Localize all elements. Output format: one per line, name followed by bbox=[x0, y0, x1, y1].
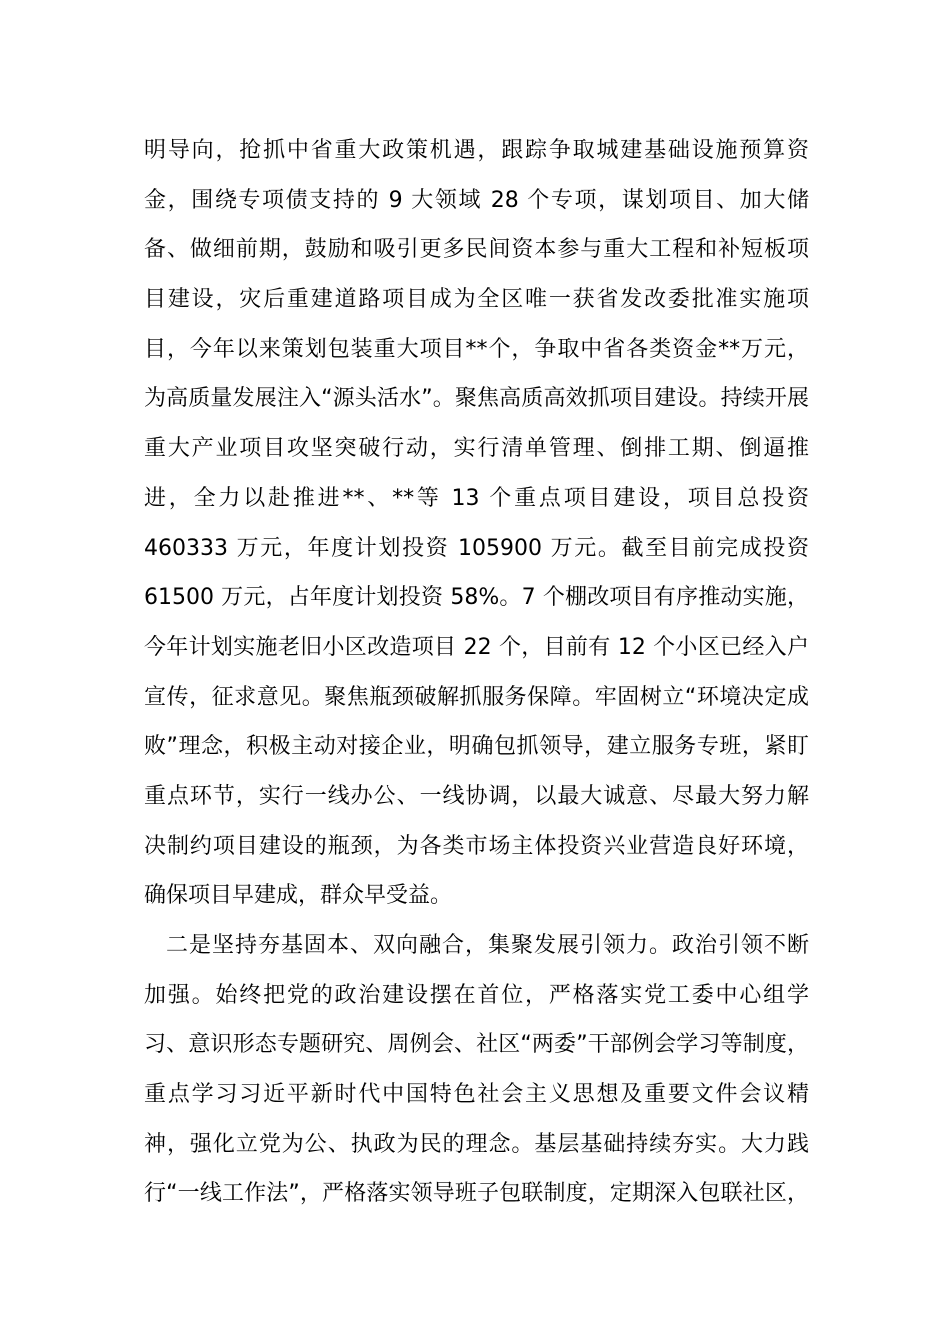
text-line: 确保项目早建成，群众早受益。 bbox=[144, 883, 453, 909]
text-line: 460333 万元，年度计划投资 105900 万元。截至目前完成投资 bbox=[144, 535, 809, 561]
text-line: 重大产业项目攻坚突破行动，实行清单管理、倒排工期、倒逼推 bbox=[144, 436, 809, 462]
paragraph-start-line: 二是坚持夯基固本、双向融合，集聚发展引领力。政治引领不断 bbox=[166, 933, 809, 958]
text-line: 行“一线工作法”，严格落实领导班子包联制度，定期深入包联社区， bbox=[144, 1181, 809, 1207]
text-line: 习、意识形态专题研究、周例会、社区“两委”干部例会学习等制度， bbox=[144, 1032, 809, 1058]
text-line: 宣传，征求意见。聚焦瓶颈破解抓服务保障。牢固树立“环境决定成 bbox=[144, 684, 809, 710]
text-line: 目建设，灾后重建道路项目成为全区唯一获省发改委批准实施项 bbox=[144, 287, 809, 313]
text-line: 重点学习习近平新时代中国特色社会主义思想及重要文件会议精 bbox=[144, 1082, 809, 1108]
text-line: 重点环节，实行一线办公、一线协调，以最大诚意、尽最大努力解 bbox=[144, 783, 809, 809]
text-line: 进，全力以赴推进**、**等 13 个重点项目建设，项目总投资 bbox=[144, 485, 809, 511]
text-line: 决制约项目建设的瓶颈，为各类市场主体投资兴业营造良好环境， bbox=[144, 833, 809, 859]
text-line: 加强。始终把党的政治建设摆在首位，严格落实党工委中心组学 bbox=[144, 982, 809, 1008]
text-line: 目，今年以来策划包装重大项目**个，争取中省各类资金**万元， bbox=[144, 336, 809, 362]
body-text bbox=[144, 126, 809, 1219]
text-line: 金，围绕专项债支持的 9 大领域 28 个专项，谋划项目、加大储 bbox=[144, 187, 809, 213]
text-line: 明导向，抢抓中省重大政策机遇，跟踪争取城建基础设施预算资 bbox=[144, 138, 809, 163]
text-line: 为高质量发展注入“源头活水”。聚焦高质高效抓项目建设。持续开展 bbox=[144, 386, 809, 412]
text-line: 败”理念，积极主动对接企业，明确包抓领导，建立服务专班，紧盯 bbox=[144, 734, 809, 760]
text-line: 备、做细前期，鼓励和吸引更多民间资本参与重大工程和补短板项 bbox=[144, 237, 809, 263]
text-line: 今年计划实施老旧小区改造项目 22 个，目前有 12 个小区已经入户 bbox=[144, 634, 809, 660]
text-line: 61500 万元，占年度计划投资 58%。7 个棚改项目有序推动实施， bbox=[144, 585, 809, 611]
text-line: 神，强化立党为公、执政为民的理念。基层基础持续夯实。大力践 bbox=[144, 1131, 809, 1157]
